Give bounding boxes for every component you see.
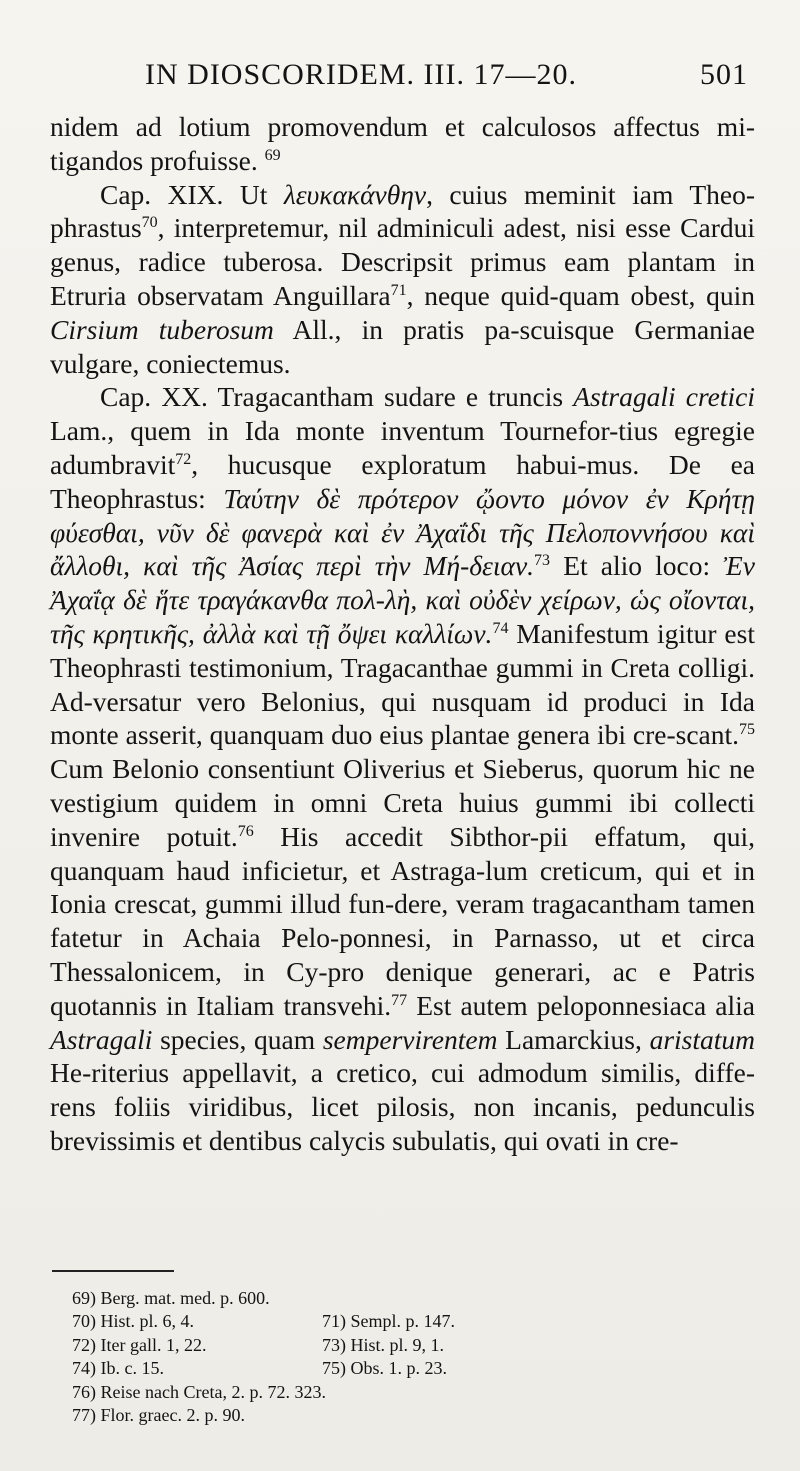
footnote-ref-69: 69 (264, 146, 281, 164)
text-run: Cap. XIX. Ut (100, 178, 284, 210)
footnote-73: 73) Hist. pl. 9, 1. (322, 1334, 445, 1355)
footnotes (72, 1288, 752, 1428)
footnote-71: 71) Sempl. p. 147. (322, 1311, 455, 1332)
text-run: His accedit Sibthor-pii effatum, qui, quanquam haud inficietur, et Astraga-lum creticum, qui et in Ionia crescat, gummi illud fun-dere, veram tragacantham tamen fatetur in Achaia Pelo-ponnesi, in Parnasso, ut et circa Thessalonicem, in Cy-pro denique generari, ac e Patris quotannis in Italiam transvehi. (50, 820, 756, 1021)
greek-quote: Ταύτην δὲ πρότερον ᾤοντο μόνον ἐν Κρήτῃ φύεσθαι, νῦν δὲ φανερὰ καὶ ἐν Ἀχαΐδι τῆς Πελοποννήσου καὶ ἄλλοθι, καὶ τῆς Ἀσίας περὶ τὴν Μή-δειαν. (50, 482, 755, 582)
footnote-ref-77: 77 (391, 991, 408, 1009)
footnote-76: 76) Reise nach Creta, 2. p. 72. 323. (72, 1381, 326, 1402)
footnote-75: 75) Obs. 1. p. 23. (322, 1358, 447, 1379)
text-run: species, quam (152, 1023, 323, 1055)
text-run: Lam., quem in Ida monte inventum Tournefor-tius egregie adumbravit (50, 415, 755, 480)
footnote-ref-71: 71 (390, 281, 407, 299)
footnote-ref-70: 70 (141, 214, 158, 232)
running-title: IN DIOSCORIDEM. III. 17—20. (145, 58, 577, 91)
footnote-77: 77) Flor. graec. 2. p. 90. (72, 1404, 245, 1425)
main-text (50, 110, 755, 1158)
page-header (0, 58, 800, 98)
text-run: All., in pratis pa-scuisque Germaniae vulgare, coniectemus. (50, 313, 755, 379)
text-run: , cuius meminit iam Theo-phrastus (50, 178, 755, 244)
text-run: , neque quid-quam obest, quin (406, 279, 755, 311)
text-run: He-riterius appellavit, a cretico, cui admodum similis, diffe-rens foliis viridibus, licet pilosis, non incanis, pedunculis brevissimis et dentibus calycis subulatis, qui ovati in cre- (50, 1057, 755, 1156)
text-run: Est autem peloponnesiaca alia (407, 989, 755, 1021)
greek-term: λευκακάνθην (283, 178, 427, 210)
footnote-row (72, 1311, 752, 1334)
footnote-69: 69) Berg. mat. med. p. 600. (72, 1288, 270, 1308)
species-epithet: sempervirentem (322, 1023, 498, 1055)
footnote-ref-76: 76 (237, 822, 254, 840)
footnote-74: 74) Ib. c. 15. (72, 1358, 164, 1379)
footnote-row (72, 1335, 752, 1358)
footnote-row (72, 1358, 752, 1381)
text-run: , hucusque exploratum habui-mus. De ea Theophrastus: (50, 448, 755, 514)
footnote-row (72, 1405, 752, 1428)
footnote-ref-75: 75 (739, 721, 755, 739)
genus-name: Astragali (50, 1023, 153, 1055)
text-run: Cap. XX. Tragacantham sudare e truncis (100, 381, 574, 413)
species-name: Astragali cretici (573, 381, 755, 413)
text-run: nidem ad lotium promovendum et calculosos affectus mi-tigandos profuisse. (50, 111, 755, 176)
paragraph-1 (50, 110, 755, 178)
text-run: Lamarckius, (497, 1023, 650, 1055)
page-number: 501 (700, 58, 748, 91)
text-run: Et alio loco: (550, 550, 724, 582)
species-name: Cirsium tuberosum (50, 313, 274, 345)
paragraph-cap-xx (50, 380, 755, 1157)
footnote-ref-74: 74 (492, 619, 509, 637)
text-run: , interpretemur, nil adminiculi adest, nisi esse Cardui genus, radice tuberosa. Descripsit primus eam plantam in Etruria observatam Anguillara (50, 212, 755, 311)
species-epithet: aristatum (649, 1023, 755, 1055)
footnote-72: 72) Iter gall. 1, 22. (72, 1334, 207, 1355)
footnote-ref-73: 73 (534, 552, 551, 570)
footnote-ref-72: 72 (175, 450, 192, 468)
footnote-rule (52, 1270, 174, 1272)
footnote-row (72, 1382, 752, 1405)
footnote-row (72, 1288, 752, 1311)
greek-quote: Ἐν Ἀχαΐᾳ δὲ ἥτε τραγάκανθα πολ-λὴ, καὶ οὐδὲν χείρων, ὡς οἴονται, τῆς κρητικῆς, ἀλλὰ καὶ τῇ ὄψει καλλίων. (50, 550, 755, 649)
paragraph-cap-xix (50, 178, 755, 381)
footnote-70: 70) Hist. pl. 6, 4. (72, 1311, 195, 1332)
text-run: Cum Belonio consentiunt Oliverius et Sieberus, quorum hic ne vestigium quidem in omni Creta huius gummi ibi collecti invenire potuit. (50, 753, 755, 852)
text-run: Manifestum igitur est Theophrasti testimonium, Tragacanthae gummi in Creta colligi. Ad-versatur vero Belonius, qui nusquam id produci in Ida monte asserit, quanquam duo eius plantae genera ibi cre-scant. (50, 617, 755, 751)
